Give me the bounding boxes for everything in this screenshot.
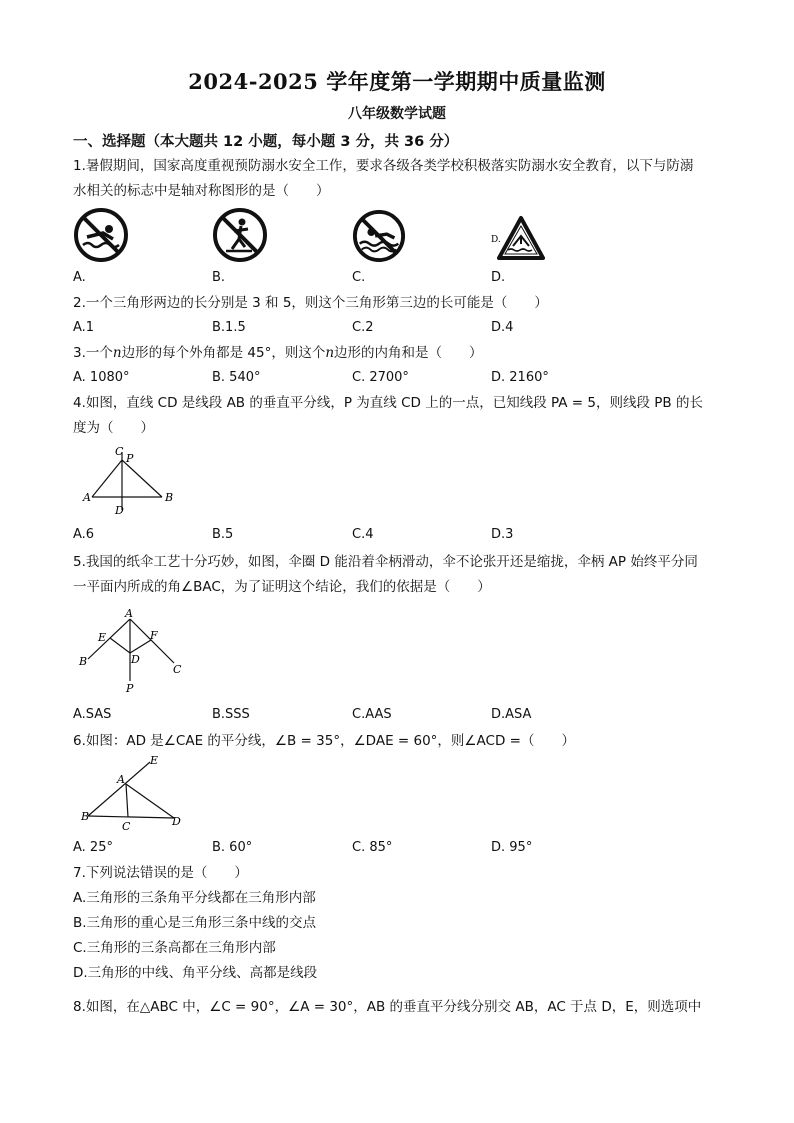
- q4-label-d: D: [115, 504, 124, 517]
- q2-option-c: C.2: [352, 320, 374, 335]
- q6-segment-ad: [126, 784, 174, 818]
- q6-option-a: A. 25°: [73, 840, 113, 855]
- q6-text: 6.如图：AD 是∠CAE 的平分线，∠B = 35°，∠DAE = 60°，则∠ACD =（ ）: [73, 733, 575, 749]
- page-subtitle: 八年级数学试题: [348, 106, 446, 122]
- no-diving-sign-icon: [212, 207, 268, 263]
- q3-text-c: 边形的内角和是（ ）: [334, 345, 483, 361]
- q6-label-e: E: [150, 754, 159, 767]
- q4-option-c: C.4: [352, 527, 374, 542]
- svg-text:D.: D.: [491, 235, 501, 245]
- q2-option-d: D.4: [491, 320, 514, 335]
- q5-strut-ed: [110, 638, 130, 653]
- q3-var-n: n: [112, 345, 122, 361]
- q7-choice-c: C.三角形的三条高都在三角形内部: [73, 940, 276, 956]
- q5-label-a: A: [125, 607, 133, 620]
- q6-label-b: B: [81, 810, 90, 823]
- q6-figure: [78, 754, 190, 834]
- q4-text-line1: 4.如图，直线 CD 是线段 AB 的垂直平分线，P 为直线 CD 上的一点，已知线段 PA = 5，则线段 PB 的长: [73, 395, 703, 411]
- q3-text-b: 边形的每个外角都是 45°，则这个: [121, 345, 326, 361]
- q4-label-b: B: [165, 491, 174, 504]
- section-heading: 一、选择题（本大题共 12 小题，每小题 3 分，共 36 分）: [73, 134, 459, 150]
- q4-option-b: B.5: [212, 527, 234, 542]
- page-title: 2024-2025 学年度第一学期期中质量监测: [188, 69, 606, 94]
- q5-option-d: D.ASA: [491, 707, 532, 722]
- q5-rib-ab: [88, 619, 130, 659]
- q3-option-b: B. 540°: [212, 370, 261, 385]
- q4-label-p: P: [126, 452, 134, 465]
- q4-label-a: A: [83, 491, 91, 504]
- q5-text-line2: 一平面内所成的角∠BAC，为了证明这个结论，我们的依据是（ ）: [73, 579, 491, 595]
- q6-option-b: B. 60°: [212, 840, 253, 855]
- q7-choice-d: D.三角形的中线、角平分线、高都是线段: [73, 965, 318, 981]
- q6-label-a: A: [117, 773, 125, 786]
- q1-text-line1: 1.暑假期间，国家高度重视预防溺水安全工作，要求各级各类学校积极落实防溺水安全教育，以下与防溺: [73, 158, 694, 174]
- q5-option-c: C.AAS: [352, 707, 392, 722]
- q4-segment-pa: [92, 460, 122, 497]
- q5-umbrella-figure: [76, 607, 188, 695]
- q3-option-a: A. 1080°: [73, 370, 130, 385]
- q5-strut-fd: [130, 640, 151, 653]
- q1-option-a: A.: [73, 270, 86, 285]
- q1-option-d: D.: [491, 270, 506, 285]
- q6-label-c: C: [122, 820, 131, 833]
- q4-option-d: D.3: [491, 527, 514, 542]
- q3-option-c: C. 2700°: [352, 370, 409, 385]
- q5-option-a: A.SAS: [73, 707, 112, 722]
- q7-choice-b: B.三角形的重心是三角形三条中线的交点: [73, 915, 317, 931]
- q2-option-a: A.1: [73, 320, 95, 335]
- q4-text-line2: 度为（ ）: [73, 420, 154, 436]
- q6-label-d: D: [172, 815, 181, 828]
- q7-text: 7.下列说法错误的是（ ）: [73, 865, 248, 881]
- q4-label-c: C: [115, 445, 124, 458]
- q6-segment-ac: [126, 784, 128, 817]
- no-swimming-sign-icon: [73, 207, 129, 263]
- q6-option-c: C. 85°: [352, 840, 393, 855]
- q1-text-line2: 水相关的标志中是轴对称图形的是（ ）: [73, 183, 330, 199]
- q5-label-c: C: [173, 663, 182, 676]
- q5-label-b: B: [79, 655, 88, 668]
- q3-text: [73, 343, 723, 363]
- q4-segment-pb: [122, 460, 162, 497]
- q2-option-b: B.1.5: [212, 320, 246, 335]
- q6-option-d: D. 95°: [491, 840, 533, 855]
- q3-var-n-2: n: [325, 345, 335, 361]
- q5-option-b: B.SSS: [212, 707, 250, 722]
- q5-text-line1: 5.我国的纸伞工艺十分巧妙，如图，伞圈 D 能沿着伞柄滑动，伞不论张开还是缩拢，伞柄 AP 始终平分同: [73, 554, 698, 570]
- drowning-warning-sign-icon: [491, 214, 545, 262]
- q4-figure: [80, 442, 180, 518]
- q4-option-a: A.6: [73, 527, 95, 542]
- q2-text: 2.一个三角形两边的长分别是 3 和 5，则这个三角形第三边的长可能是（ ）: [73, 295, 548, 311]
- q5-label-p: P: [126, 682, 134, 695]
- q1-option-b: B.: [212, 270, 226, 285]
- q5-label-f: F: [150, 629, 158, 642]
- no-swimming-circle-sign-icon: [352, 209, 406, 263]
- q5-label-e: E: [98, 631, 107, 644]
- q7-choice-a: A.三角形的三条角平分线都在三角形内部: [73, 890, 316, 906]
- q6-line-bd: [88, 816, 174, 818]
- q1-option-c: C.: [352, 270, 366, 285]
- q6-ray-be: [88, 762, 150, 816]
- q8-text: 8.如图，在△ABC 中，∠C = 90°，∠A = 30°，AB 的垂直平分线分别交 AB，AC 于点 D，E，则选项中: [73, 999, 702, 1015]
- q5-label-d: D: [131, 653, 140, 666]
- q3-option-d: D. 2160°: [491, 370, 549, 385]
- q3-text-a: 3.一个: [73, 345, 113, 361]
